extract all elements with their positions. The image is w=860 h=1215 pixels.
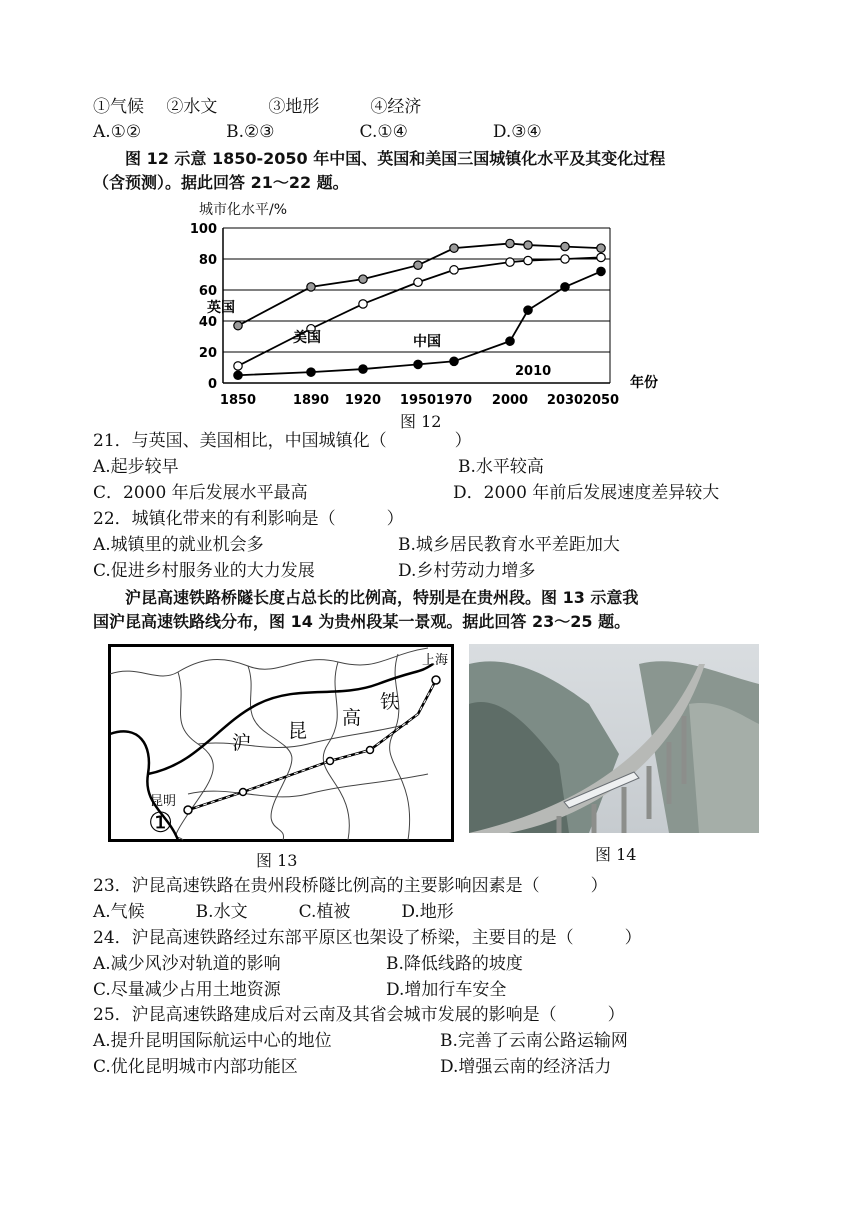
x-tick-label: 1850 — [219, 393, 257, 408]
station-guiyang — [240, 789, 247, 796]
data-point — [234, 371, 242, 379]
station-shanghai — [432, 676, 440, 684]
label-shanghai: 上海 — [422, 653, 449, 668]
q24-option-d: D.增加行车安全 — [386, 980, 507, 1000]
label-circle-1: ① — [148, 806, 174, 839]
series-label: 英国 — [207, 300, 235, 316]
y-axis-label: 城市化水平/% — [199, 202, 288, 218]
q23-options: A.气候 B.水文 C.植被 D.地形 — [93, 902, 454, 922]
hukun-railway-map — [108, 644, 454, 842]
photo-right-slope — [689, 703, 759, 833]
station-nanchang — [367, 747, 374, 754]
x-tick-label: 2030 — [546, 393, 584, 408]
y-tick-label: 20 — [198, 346, 217, 361]
data-point — [359, 365, 367, 373]
intro-fig13-line1: 沪昆高速铁路桥隧长度占总长的比例高，特别是在贵州段。图 13 示意我 — [93, 588, 639, 607]
annotation-2010: 2010 — [515, 364, 552, 379]
fig14-caption: 图 14 — [595, 845, 637, 864]
label-gao: 高 — [342, 707, 362, 729]
q22-option-b: B.城乡居民教育水平差距加大 — [398, 535, 620, 555]
q25-stem: 25．沪昆高速铁路建成后对云南及其省会城市发展的影响是（ ） — [93, 1005, 625, 1025]
intro-fig12-line1: 图 12 示意 1850-2050 年中国、英国和美国三国城镇化水平及其变化过程 — [93, 149, 666, 168]
x-tick-label: 2050 — [582, 393, 620, 408]
data-point — [450, 266, 458, 274]
data-point — [524, 256, 532, 264]
q24-option-a: A.减少风沙对轨道的影响 — [93, 954, 281, 974]
y-tick-label: 100 — [189, 222, 217, 237]
q21-stem: 21．与英国、美国相比，中国城镇化（ ） — [93, 431, 472, 451]
data-point — [524, 241, 532, 249]
urbanization-chart — [189, 198, 658, 410]
q21-option-a: A.起步较早 — [93, 457, 179, 477]
data-point — [506, 337, 514, 345]
q20-choices: A.①② B.②③ C.①④ D.③④ — [93, 122, 542, 142]
q25-option-d: D.增强云南的经济活力 — [440, 1057, 612, 1077]
data-point — [561, 242, 569, 250]
data-point — [561, 255, 569, 263]
data-point — [450, 244, 458, 252]
label-kunming: 昆明 — [150, 794, 177, 809]
data-point — [307, 368, 315, 376]
q21-option-d: D．2000 年前后发展速度差异较大 — [453, 483, 720, 503]
data-point — [506, 239, 514, 247]
label-kun: 昆 — [288, 720, 308, 742]
data-point — [414, 261, 422, 269]
data-point — [359, 275, 367, 283]
q25-option-a: A.提升昆明国际航运中心的地位 — [93, 1031, 332, 1051]
data-point — [597, 244, 605, 252]
y-tick-label: 0 — [207, 377, 217, 392]
x-tick-label: 1890 — [292, 393, 330, 408]
data-point — [234, 321, 242, 329]
q23-stem: 23．沪昆高速铁路在贵州段桥隧比例高的主要影响因素是（ ） — [93, 876, 608, 896]
x-tick-label: 1970 — [435, 393, 473, 408]
data-point — [359, 300, 367, 308]
data-point — [597, 253, 605, 261]
q22-stem: 22．城镇化带来的有利影响是（ ） — [93, 509, 404, 529]
q24-stem: 24．沪昆高速铁路经过东部平原区也架设了桥梁，主要目的是（ ） — [93, 928, 642, 948]
q21-option-b: B.水平较高 — [458, 457, 544, 477]
data-point — [307, 283, 315, 291]
q22-option-c: C.促进乡村服务业的大力发展 — [93, 561, 315, 581]
data-point — [597, 267, 605, 275]
station-kunming — [184, 806, 192, 814]
data-point — [450, 357, 458, 365]
series-label: 中国 — [413, 334, 441, 350]
fig12-caption: 图 12 — [400, 412, 442, 431]
y-tick-label: 60 — [198, 284, 217, 299]
fig13-caption: 图 13 — [256, 851, 298, 870]
x-tick-label: 1920 — [344, 393, 382, 408]
q21-option-c: C．2000 年后发展水平最高 — [93, 483, 308, 503]
data-point — [506, 258, 514, 266]
x-tick-label: 1950 — [399, 393, 437, 408]
y-tick-label: 40 — [198, 315, 217, 330]
q24-option-b: B.降低线路的坡度 — [386, 954, 523, 974]
data-point — [524, 306, 532, 314]
data-point — [561, 283, 569, 291]
label-tie: 铁 — [380, 691, 400, 713]
y-tick-label: 80 — [198, 253, 217, 268]
q24-option-c: C.尽量减少占用土地资源 — [93, 980, 281, 1000]
label-hu: 沪 — [232, 732, 252, 754]
series-label: 美国 — [293, 330, 321, 346]
q25-option-b: B.完善了云南公路运输网 — [440, 1031, 628, 1051]
q22-option-d: D.乡村劳动力增多 — [398, 561, 536, 581]
data-point — [234, 362, 242, 370]
data-point — [414, 360, 422, 368]
intro-fig12-line2: （含预测）。据此回答 21～22 题。 — [93, 173, 349, 192]
q22-option-a: A.城镇里的就业机会多 — [93, 535, 264, 555]
intro-fig13-line2: 国沪昆高速铁路线分布，图 14 为贵州段某一景观。据此回答 23～25 题。 — [93, 612, 631, 631]
station-changsha — [327, 758, 334, 765]
data-point — [414, 278, 422, 286]
series-line-2 — [238, 271, 601, 375]
guizhou-viaduct-photo — [469, 644, 759, 833]
q25-option-c: C.优化昆明城市内部功能区 — [93, 1057, 298, 1077]
x-tick-label: 2000 — [491, 393, 529, 408]
q20-options-items: ①气候 ②水文 ③地形 ④经济 — [93, 97, 422, 117]
x-axis-label: 年份 — [630, 375, 658, 391]
